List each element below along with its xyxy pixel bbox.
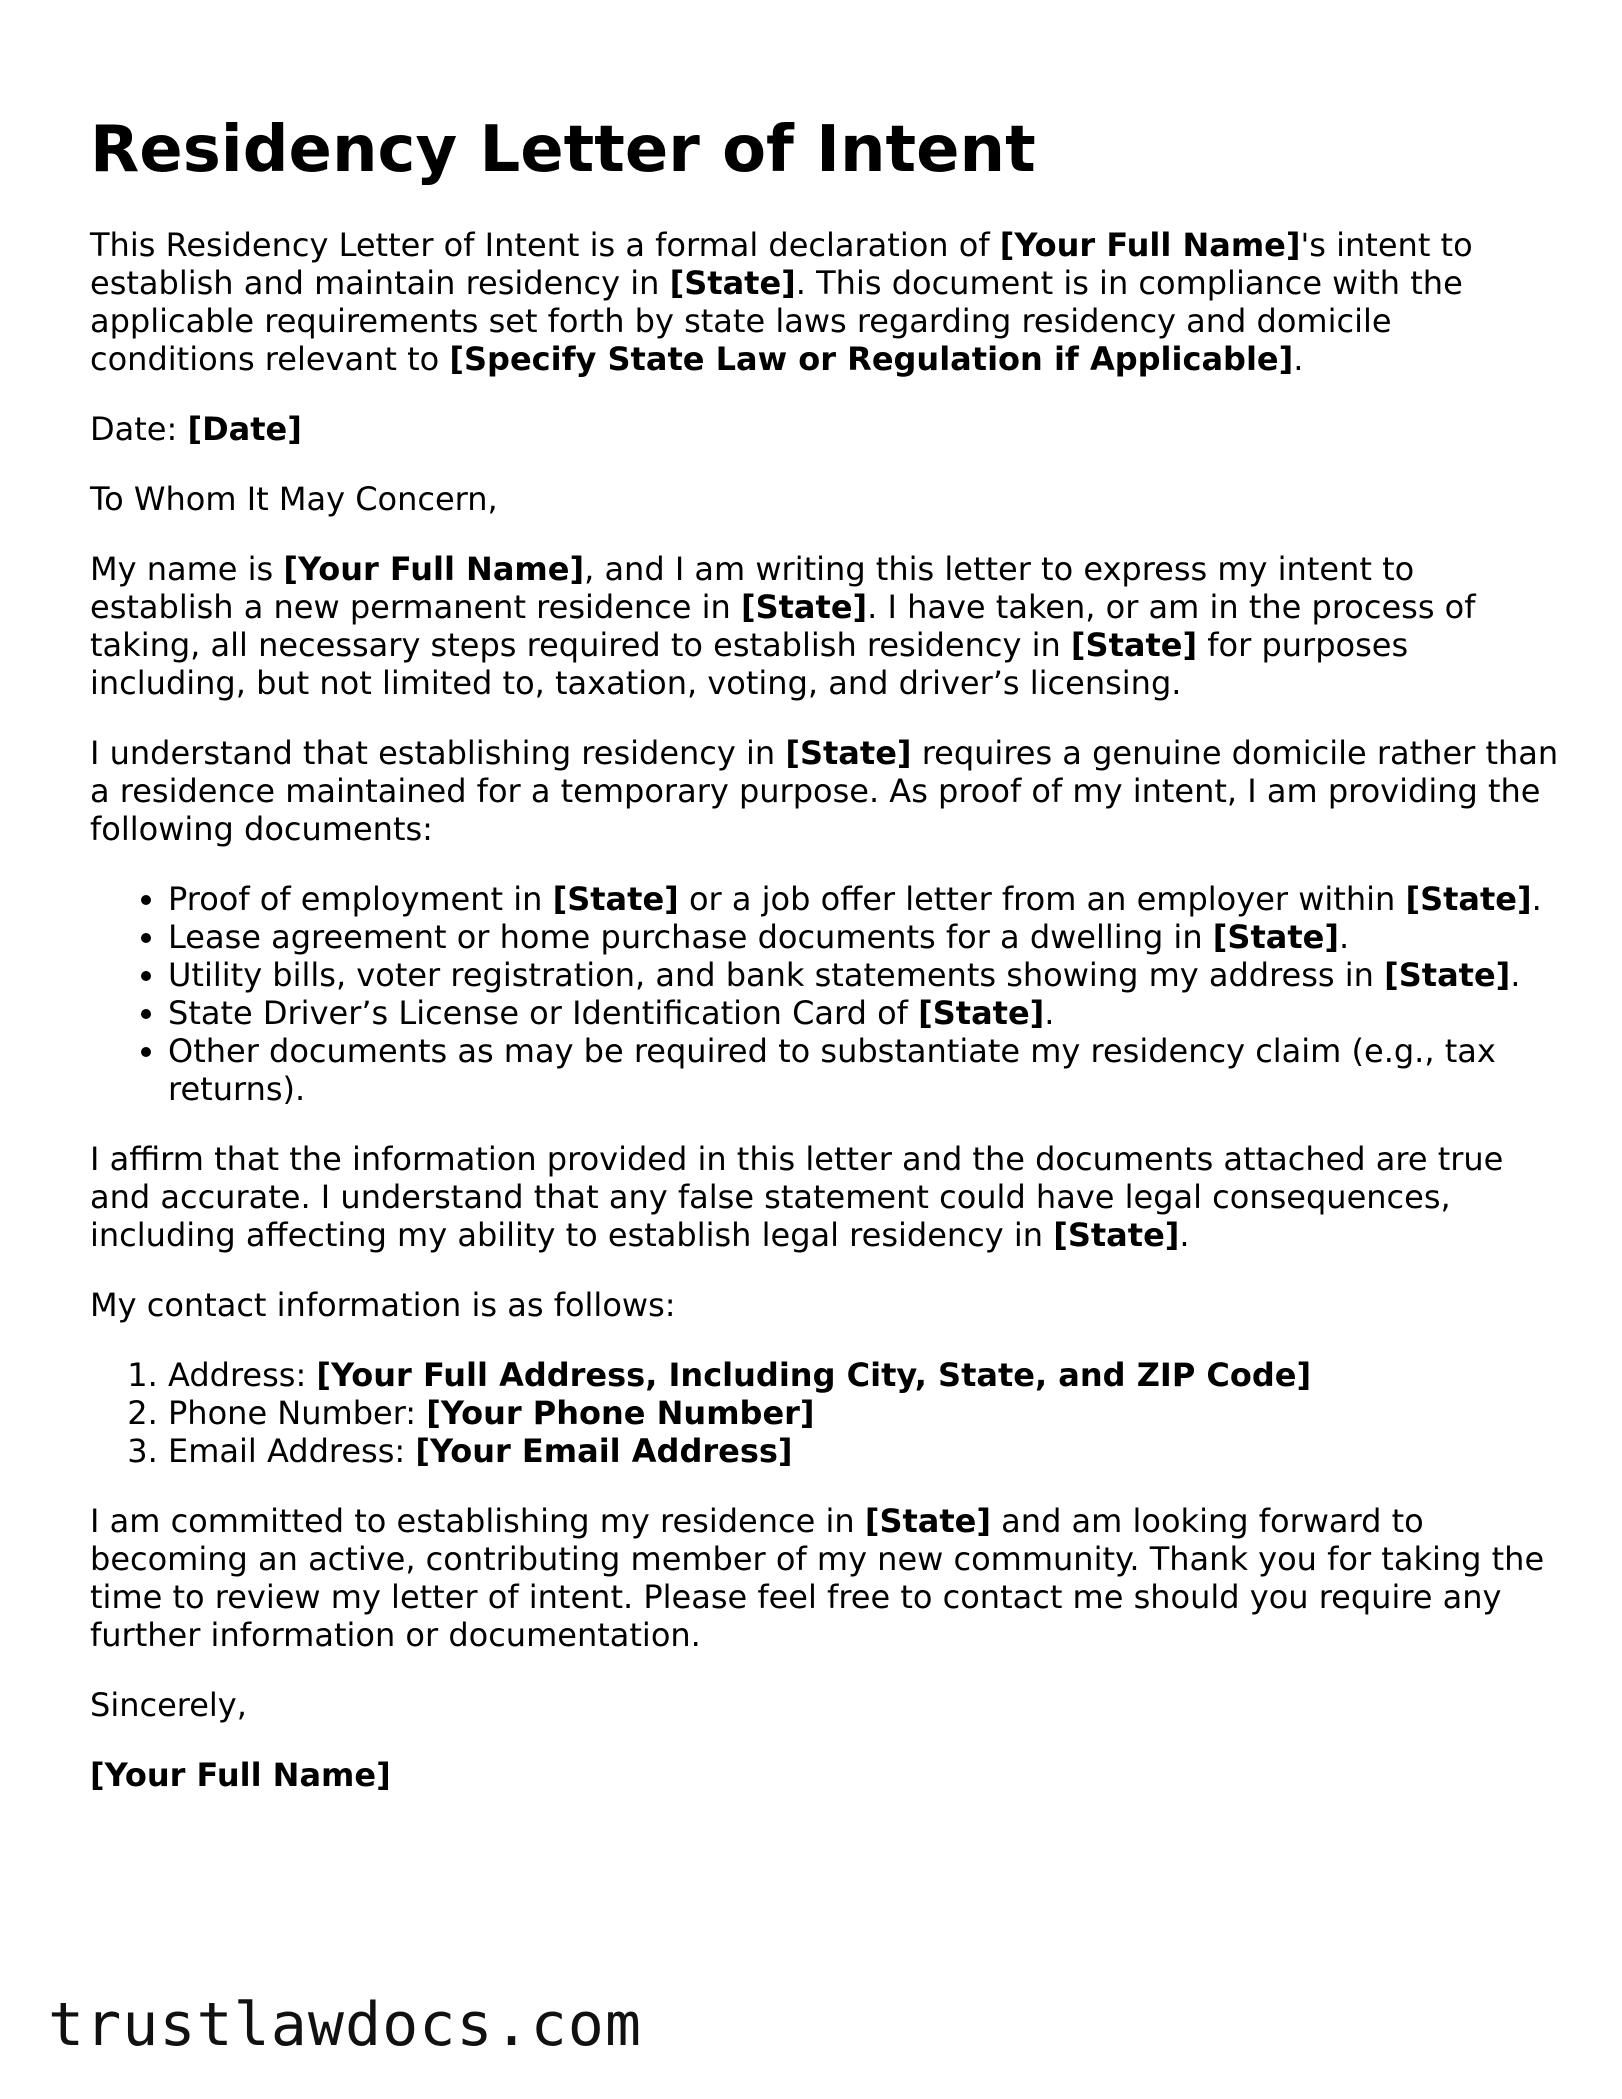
list-item <box>168 1032 1560 1108</box>
list-item-text: or a job offer letter from an employer within <box>678 880 1406 918</box>
list-item-text: . <box>1044 994 1055 1032</box>
placeholder-full-name: [Your Full Name] <box>283 550 585 588</box>
body-text: I affirm that the information provided in this letter and the documents attached are true and accurate. I understand that any false statement could have legal consequences, including affecting my ability to establish legal residency in <box>90 1140 1504 1254</box>
list-item-text: . <box>1338 918 1350 956</box>
body-paragraph-3 <box>90 1140 1560 1254</box>
body-text: . I have taken, or am in the process of taking, all necessary steps required to establish residency in <box>90 588 1476 664</box>
placeholder-state: [State] <box>740 588 868 626</box>
watermark: trustlawdocs.com <box>48 1990 642 2060</box>
placeholder-state: [State] <box>1212 918 1339 956</box>
date-label: Date: <box>90 410 188 448</box>
contact-list <box>90 1356 1560 1470</box>
list-item-text: . <box>1510 956 1521 994</box>
placeholder-full-name: [Your Full Name] <box>90 1756 391 1794</box>
list-item-text: Proof of employment in <box>168 880 553 918</box>
list-item-text: Utility bills, voter registration, and bank statements showing my address in <box>168 956 1385 994</box>
body-text: and am looking forward to becoming an active, contributing member of my new community. Thank you for taking the time to review my letter of intent. Please feel free to contact me should you require any further information or documentation. <box>90 1502 1545 1654</box>
placeholder-state: [State] <box>1053 1216 1180 1254</box>
documents-list <box>90 880 1560 1108</box>
list-item <box>168 956 1560 994</box>
signature <box>90 1756 1560 1794</box>
intro-paragraph <box>90 226 1560 378</box>
placeholder-date: [Date] <box>187 410 302 448</box>
placeholder-state: [State] <box>669 264 796 302</box>
placeholder-state: [State] <box>1405 880 1532 918</box>
body-text: My name is <box>90 550 284 588</box>
letter-page <box>90 110 1560 1826</box>
body-text: I understand that establishing residency in <box>90 734 786 772</box>
page-title: Residency Letter of Intent <box>90 113 1036 187</box>
placeholder-state: [State] <box>785 734 912 772</box>
placeholder-address: [Your Full Address, Including City, State, and ZIP Code] <box>316 1356 1312 1394</box>
intro-text: . <box>1293 340 1304 378</box>
contact-item-address <box>168 1356 1560 1394</box>
intro-text: This Residency Letter of Intent is a formal declaration of <box>90 226 1000 264</box>
body-paragraph-4 <box>90 1502 1560 1654</box>
list-item <box>168 994 1560 1032</box>
list-item-text: Lease agreement or home purchase documents for a dwelling in <box>168 918 1213 956</box>
contact-intro: My contact information is as follows: <box>90 1286 676 1324</box>
body-text: requires a genuine domicile rather than a residence maintained for a temporary purpose. As proof of my intent, I am providing the following documents: <box>90 734 1559 848</box>
placeholder-phone: [Your Phone Number] <box>426 1394 815 1432</box>
placeholder-state: [State] <box>1384 956 1511 994</box>
body-text: for purposes including, but not limited to, taxation, voting, and driver’s licensing. <box>90 626 1409 702</box>
contact-label: Phone Number: <box>168 1394 427 1432</box>
list-item-text: . <box>1531 880 1542 918</box>
body-paragraph-1 <box>90 550 1560 702</box>
date-line <box>90 410 1560 448</box>
body-text: . <box>1179 1216 1190 1254</box>
list-item-text: Other documents as may be required to substantiate my residency claim (e.g., tax returns). <box>168 1032 1496 1108</box>
list-item <box>168 918 1560 956</box>
body-paragraph-2 <box>90 734 1560 848</box>
contact-item-email <box>168 1432 1560 1470</box>
list-item <box>168 880 1560 918</box>
body-text: , and I am writing this letter to express my intent to establish a new permanent residence in <box>90 550 1415 626</box>
closing: Sincerely, <box>90 1686 247 1724</box>
placeholder-full-name: [Your Full Name] <box>999 226 1301 264</box>
placeholder-email: [Your Email Address] <box>415 1432 793 1470</box>
body-text: I am committed to establishing my residence in <box>90 1502 865 1540</box>
contact-label: Email Address: <box>168 1432 416 1470</box>
placeholder-state-law: [Specify State Law or Regulation if Applicable] <box>449 340 1294 378</box>
placeholder-state: [State] <box>918 994 1045 1032</box>
placeholder-state: [State] <box>864 1502 991 1540</box>
intro-text: . This document is in compliance with the applicable requirements set forth by state laws regarding residency and domicile conditions relevant to <box>90 264 1463 378</box>
placeholder-state: [State] <box>552 880 679 918</box>
placeholder-state: [State] <box>1070 626 1198 664</box>
list-item-text: State Driver’s License or Identification Card of <box>168 994 919 1032</box>
salutation: To Whom It May Concern, <box>90 480 498 518</box>
contact-label: Address: <box>168 1356 317 1394</box>
contact-item-phone <box>168 1394 1560 1432</box>
intro-text: 's intent to establish and maintain residency in <box>90 226 1473 302</box>
